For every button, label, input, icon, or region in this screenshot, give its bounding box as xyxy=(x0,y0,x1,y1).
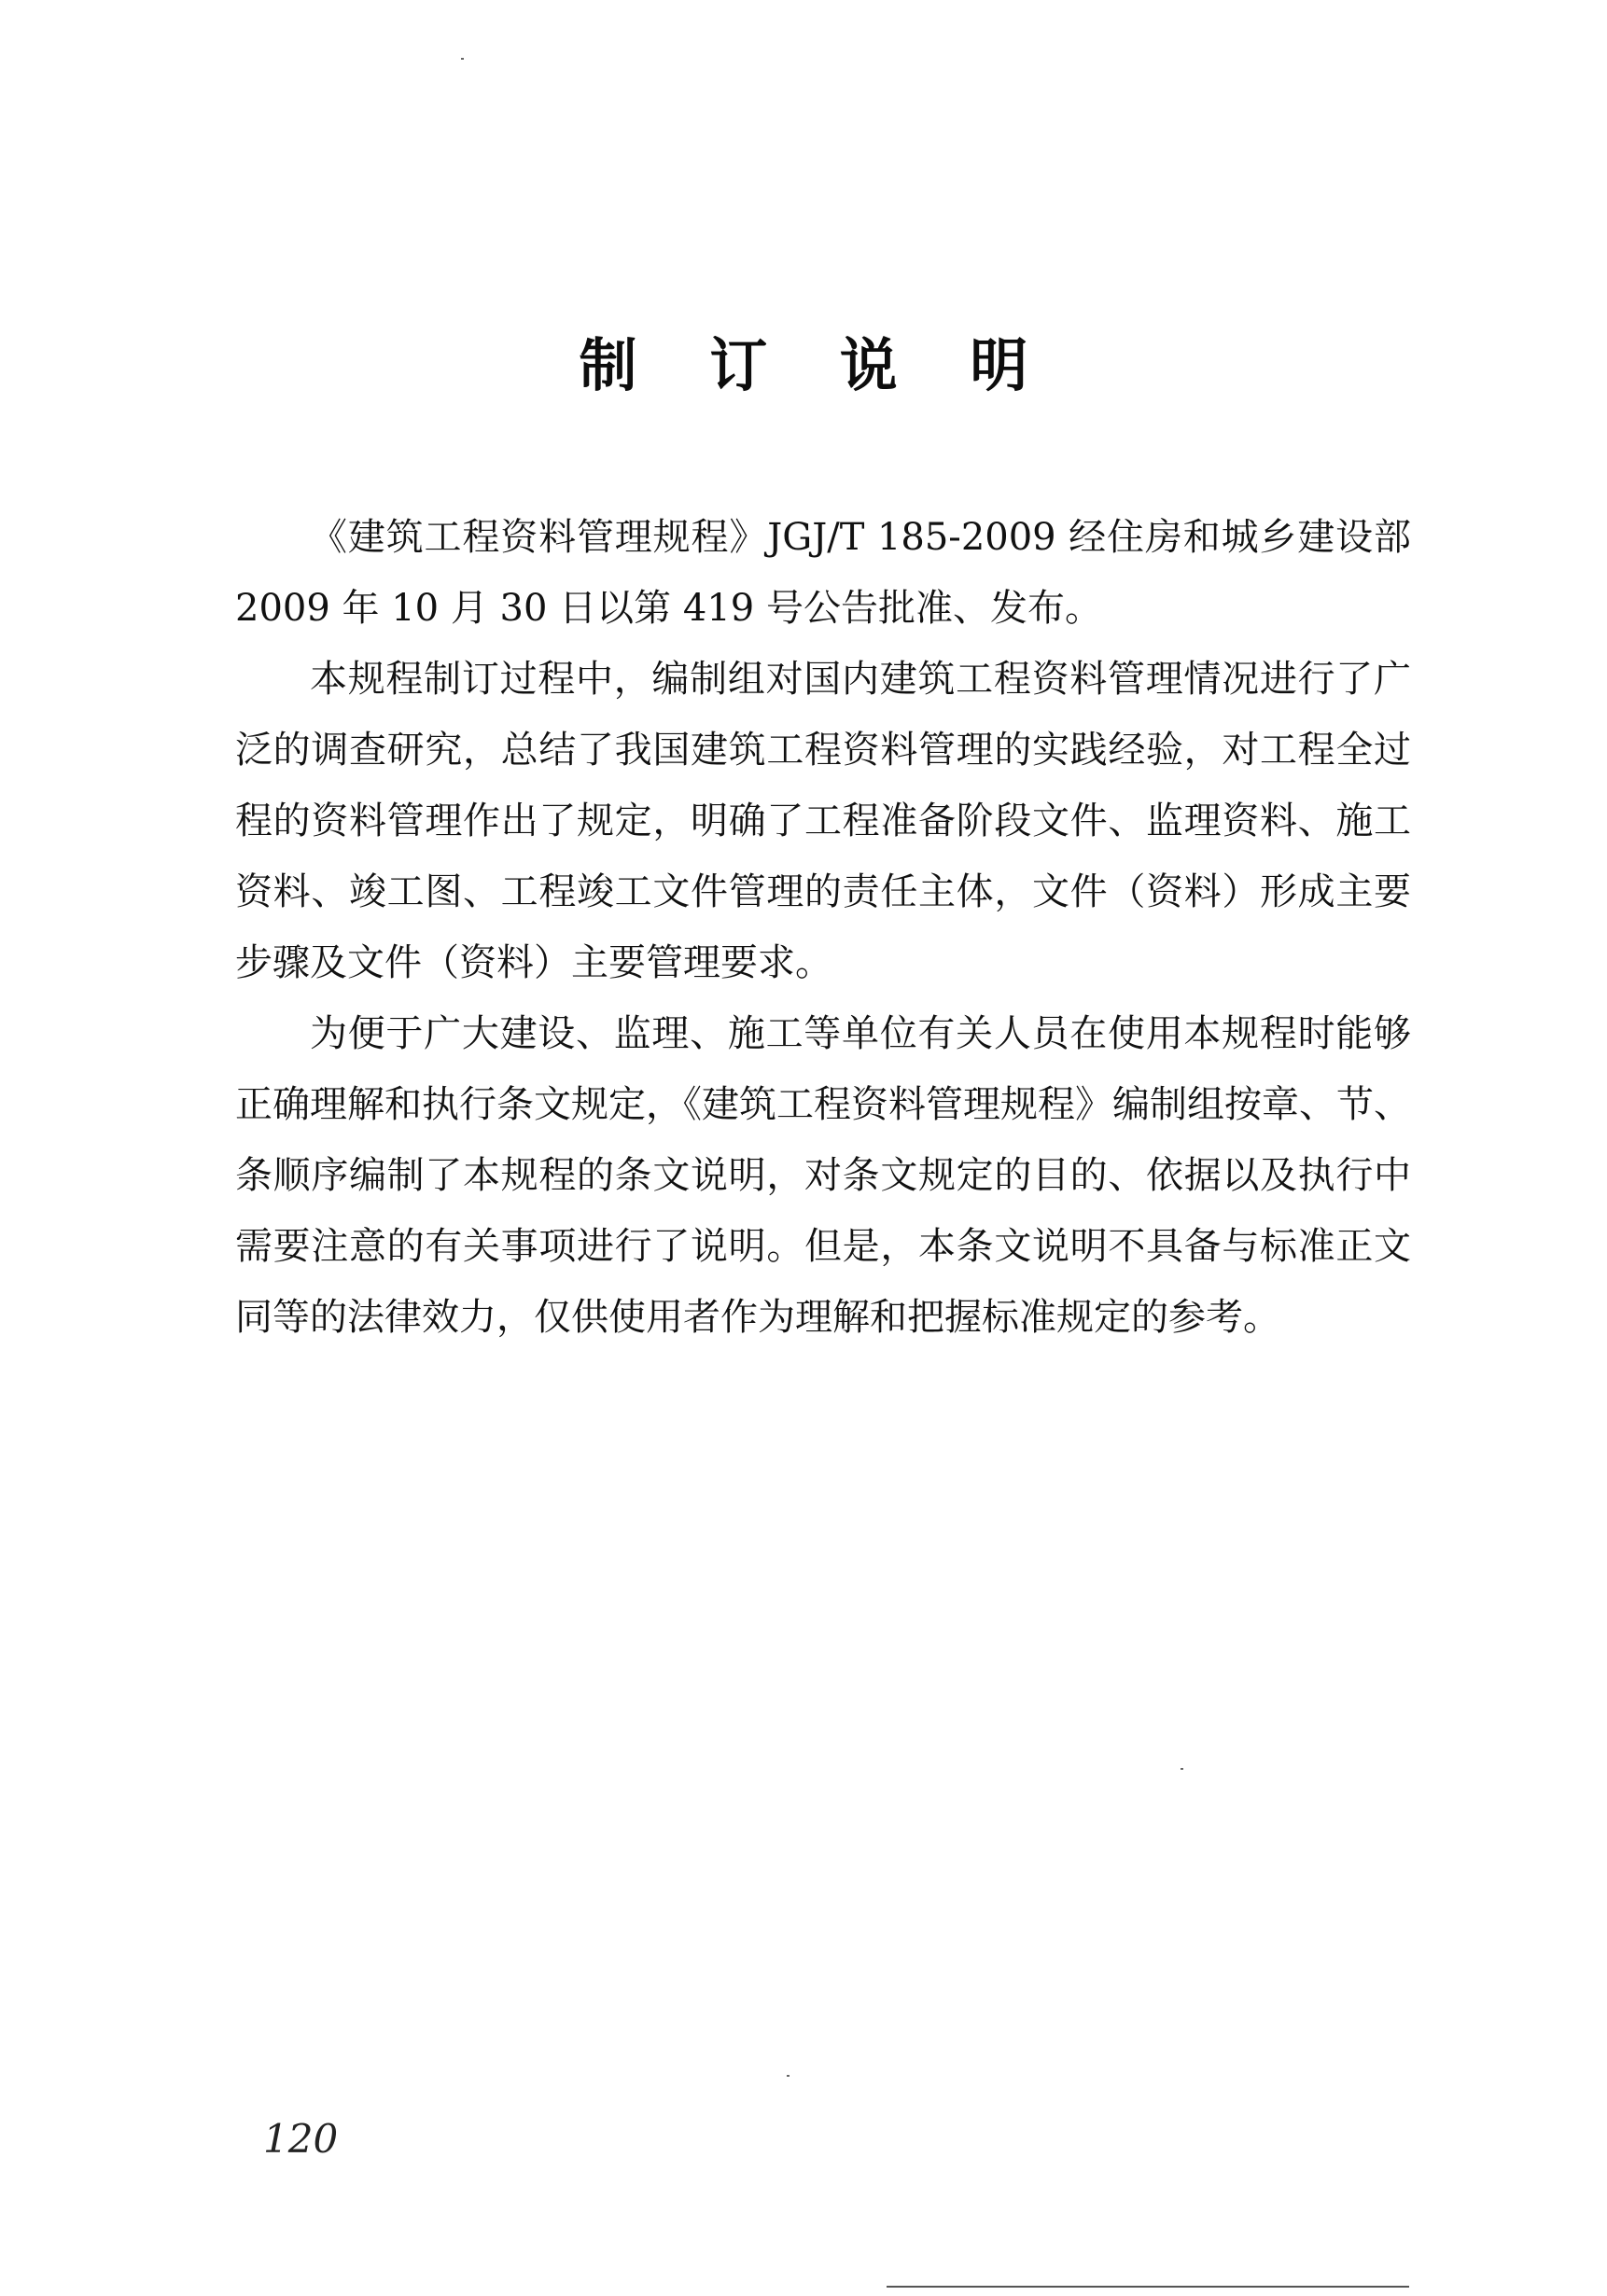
page-number: 120 xyxy=(263,2116,339,2162)
scan-speck xyxy=(461,58,464,60)
body-text xyxy=(235,502,1411,1353)
footer-rule xyxy=(887,2286,1409,2288)
scan-speck xyxy=(1181,1768,1183,1770)
paragraph-drafting-process: 本规程制订过程中，编制组对国内建筑工程资料管理情况进行了广泛的调查研究，总结了我国建筑工程资料管理的实践经验，对工程全过程的资料管理作出了规定，明确了工程准备阶段文件、监理资料、施工资料、竣工图、工程竣工文件管理的责任主体，文件（资料）形成主要步骤及文件（资料）主要管理要求。 xyxy=(235,658,1411,984)
paragraph-approval: 《建筑工程资料管理规程》JGJ/T 185-2009 经住房和城乡建设部 2009 年 10 月 30 日以第 419 号公告批准、发布。 xyxy=(235,516,1411,630)
scan-speck xyxy=(787,2075,790,2077)
paragraph-purpose: 为便于广大建设、监理、施工等单位有关人员在使用本规程时能够正确理解和执行条文规定，《建筑工程资料管理规程》编制组按章、节、条顺序编制了本规程的条文说明，对条文规定的目的、依据以及执行中需要注意的有关事项进行了说明。但是，本条文说明不具备与标准正文同等的法律效力，仅供使用者作为理解和把握标准规定的参考。 xyxy=(235,1012,1411,1339)
page-title: 制 订 说 明 xyxy=(579,331,1055,399)
